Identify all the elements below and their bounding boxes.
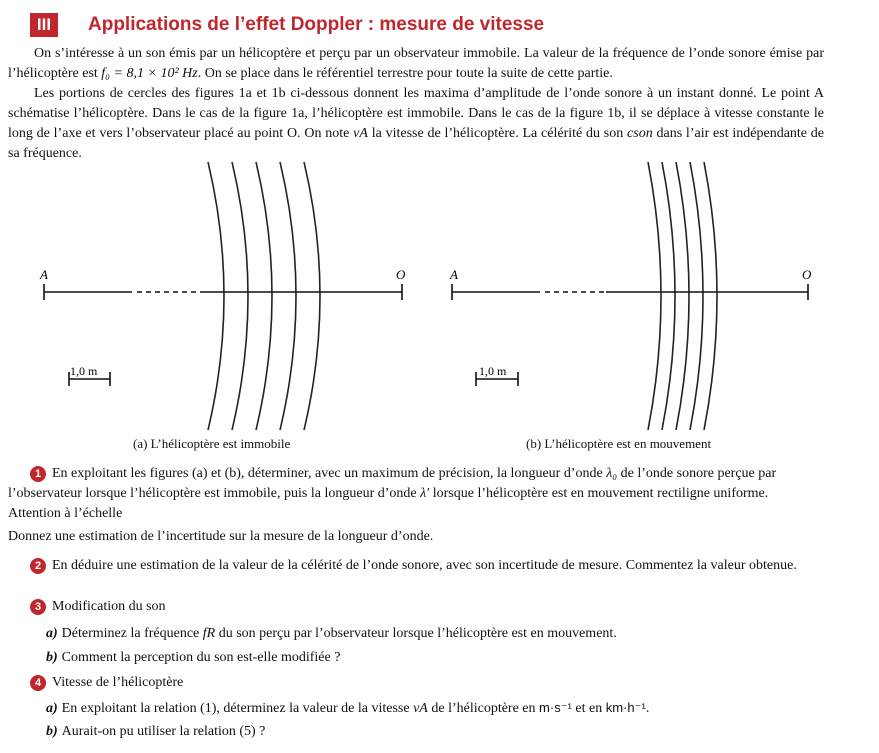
va-symbol: vA — [353, 126, 368, 141]
wavefront — [662, 162, 675, 430]
question-1-note: Donnez une estimation de l’incertitude sur la mesure de la longueur d’onde. — [8, 529, 434, 544]
wavefront — [232, 162, 248, 430]
caption-b: (b) L’hélicoptère est en mouvement — [526, 436, 712, 451]
intro-paragraph-2: Les portions de cercles des figures 1a et 1b ci-dessous donnent les maxima d’amplitude de l’onde sonore à un instant donné. Le point A schématise l’hélicoptère. Dans le cas de la figure 1a, l’hélicoptère est immobile. Dans le cas de la figure 1b, il se déplace à vitesse constante le long de l’axe et vers l’observateur placé au point O. On note vA la vitesse de l’hélicoptère. La célérité du son cson dans l’air est indépendante de sa fréquence. — [8, 86, 825, 161]
question-number-1: 1 — [30, 466, 46, 482]
wavefronts-b — [648, 162, 717, 430]
section-header — [30, 11, 544, 39]
point-a-label: A — [450, 267, 458, 282]
question-3a: a) Déterminez la fréquence fR du son perçu par l’observateur lorsque l’hélicoptère est en mouvement. — [46, 626, 617, 641]
wavefront — [704, 162, 717, 430]
wavefront — [256, 162, 272, 430]
section-title: Applications de l’effet Doppler : mesure de vitesse — [88, 14, 545, 35]
point-o-label: O — [802, 267, 812, 282]
question-2: 2 En déduire une estimation de la valeur de la célérité de l’onde sonore, avec son incertitude de mesure. Commentez la valeur obtenue. — [8, 556, 820, 576]
question-4: 4 Vitesse de l’hélicoptère — [30, 673, 842, 693]
intro-text — [8, 44, 824, 164]
wavefront — [280, 162, 296, 430]
figure-b-moving — [438, 160, 828, 432]
question-4a: a) En exploitant la relation (1), déterminez la valeur de la vitesse vA de l’hélicoptère en m·s⁻¹ et en km·h⁻¹. — [46, 700, 650, 716]
figure-a-stationary — [30, 160, 420, 432]
point-o-label: O — [396, 267, 406, 282]
question-3b: b) Comment la perception du son est-elle modifiée ? — [46, 650, 341, 665]
axis-b — [452, 284, 808, 300]
f0-formula: f₀ = 8,1 × 10² Hz — [101, 66, 198, 81]
axis-a — [44, 284, 402, 300]
question-number-2: 2 — [30, 558, 46, 574]
point-a-label: A — [40, 267, 48, 282]
wavefronts-a — [208, 162, 320, 430]
question-number-4: 4 — [30, 675, 46, 691]
question-4b: b) Aurait-on pu utiliser la relation (5) ? — [46, 724, 266, 739]
question-number-3: 3 — [30, 599, 46, 615]
scale-label-a: 1,0 m — [70, 364, 98, 378]
scale-label-b: 1,0 m — [479, 364, 507, 378]
wavefront — [304, 162, 320, 430]
question-3: 3 Modification du son — [30, 597, 842, 617]
wavefront — [648, 162, 661, 430]
intro-paragraph-1: On s’intéresse à un son émis par un hélicoptère et perçu par un observateur immobile. La valeur de la fréquence de l’onde sonore émise par l’hélicoptère est f₀ = 8,1 × 10² Hz. On se place dans le référentiel terrestre pour toute la suite de cette partie. — [8, 46, 824, 81]
wavefront — [208, 162, 224, 430]
wavefront — [676, 162, 689, 430]
question-1: 1 En exploitant les figures (a) et (b), déterminer, avec un maximum de précision, la longueur d’onde λ₀ de l’onde sonore perçue par l’observateur lorsque l’hélicoptère est immobile, puis la longueur d’onde λ′ lorsque l’hélicoptère est en mouvement rectiligne uniforme. Attention à l’échelle — [8, 466, 777, 521]
caption-a: (a) L’hélicoptère est immobile — [133, 436, 291, 451]
cson-symbol: cson — [627, 126, 653, 141]
wavefront — [690, 162, 703, 430]
section-number-badge: III — [30, 13, 58, 37]
